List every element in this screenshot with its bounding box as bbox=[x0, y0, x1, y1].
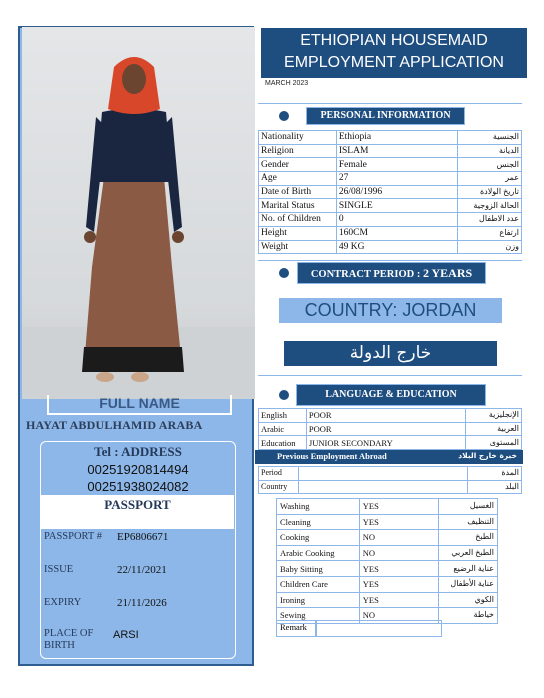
previous-employment-label: Previous Employment Abroad bbox=[277, 451, 387, 461]
table-row: Country البلد bbox=[259, 480, 522, 494]
passport-title: PASSPORT bbox=[104, 497, 171, 512]
skills-table bbox=[276, 498, 498, 624]
full-name-label: FULL NAME bbox=[47, 395, 232, 415]
table-row: Ironing YES الكوي bbox=[277, 592, 498, 608]
table-row: Washing YES الغسيل bbox=[277, 499, 498, 515]
contract-label: CONTRACT PERIOD : bbox=[310, 269, 421, 280]
remark-field bbox=[316, 620, 442, 637]
bullet-icon bbox=[279, 390, 289, 400]
phone-1: 00251920814494 bbox=[87, 462, 189, 477]
table-row: English POOR الإنجليزية bbox=[259, 409, 522, 423]
expiry-label: EXPIRY bbox=[44, 597, 82, 608]
issue-label: ISSUE bbox=[44, 564, 74, 575]
table-row: Gender Female الجنس bbox=[259, 158, 522, 172]
passport-number-label: PASSPORT # bbox=[44, 531, 103, 542]
table-row: Date of Birth 26/08/1996 تاريخ الولادة bbox=[259, 185, 522, 199]
contract-period bbox=[297, 262, 486, 284]
contract-value: 2 YEARS bbox=[422, 266, 473, 280]
personal-info-title: PERSONAL INFORMATION bbox=[306, 107, 465, 125]
table-row: Arabic POOR العربية bbox=[259, 422, 522, 436]
table-row: Sewing NO خياطة bbox=[277, 608, 498, 624]
language-table bbox=[258, 408, 522, 450]
expiry-value: 21/11/2026 bbox=[117, 597, 167, 609]
divider bbox=[258, 103, 522, 104]
table-row: Cleaning YES التنظيف bbox=[277, 514, 498, 530]
title-line-1: ETHIOPIAN HOUSEMAID bbox=[300, 32, 488, 49]
table-row: Religion ISLAM الديانة bbox=[259, 144, 522, 158]
country-banner: COUNTRY: JORDAN bbox=[279, 298, 502, 323]
language-education-title: LANGUAGE & EDUCATION bbox=[296, 384, 486, 406]
divider bbox=[258, 375, 522, 376]
title-line-2: EMPLOYMENT APPLICATION bbox=[284, 54, 504, 71]
place-of-birth-value: ARSI bbox=[113, 629, 139, 641]
previous-employment-title bbox=[255, 450, 523, 464]
bullet-icon bbox=[279, 268, 289, 278]
table-row: Arabic Cooking NO الطبخ العربي bbox=[277, 545, 498, 561]
document-date: MARCH 2023 bbox=[265, 80, 309, 87]
table-row: Nationality Ethiopia الجنسية bbox=[259, 131, 522, 145]
document-title bbox=[261, 28, 527, 78]
divider bbox=[258, 260, 522, 261]
table-row: Weight 49 KG وزن bbox=[259, 240, 522, 254]
table-row: No. of Children 0 عدد الاطفال bbox=[259, 213, 522, 227]
previous-employment-table bbox=[258, 466, 522, 494]
table-row: Marital Status SINGLE الحالة الزوجية bbox=[259, 199, 522, 213]
phone-2: 00251938024082 bbox=[87, 479, 189, 494]
remark-label: Remark bbox=[276, 620, 316, 637]
bullet-icon bbox=[279, 111, 289, 121]
applicant-name: HAYAT ABDULHAMID ARABA bbox=[26, 418, 203, 432]
place-of-birth-label: PLACE OF BIRTH bbox=[44, 628, 94, 651]
applicant-photo bbox=[22, 27, 255, 399]
personal-info-table bbox=[258, 130, 522, 254]
country-arabic-banner: خارج الدولة bbox=[284, 341, 497, 366]
table-row: Age 27 عمر bbox=[259, 172, 522, 186]
passport-number-value: EP6806671 bbox=[117, 531, 169, 543]
issue-value: 22/11/2021 bbox=[117, 564, 167, 576]
table-row: Education JUNIOR SECONDARY المستوى bbox=[259, 436, 522, 450]
table-row: Cooking NO الطبخ bbox=[277, 530, 498, 546]
table-row: Period المدة bbox=[259, 467, 522, 481]
table-row: Children Care YES عناية الأطفال bbox=[277, 576, 498, 592]
table-row: Baby Sitting YES عناية الرضيع bbox=[277, 561, 498, 577]
previous-employment-label-ar: خبرة خارج البلاد bbox=[458, 451, 517, 460]
table-row: Height 160CM ارتفاع bbox=[259, 226, 522, 240]
tel-label: Tel : ADDRESS bbox=[94, 444, 182, 459]
